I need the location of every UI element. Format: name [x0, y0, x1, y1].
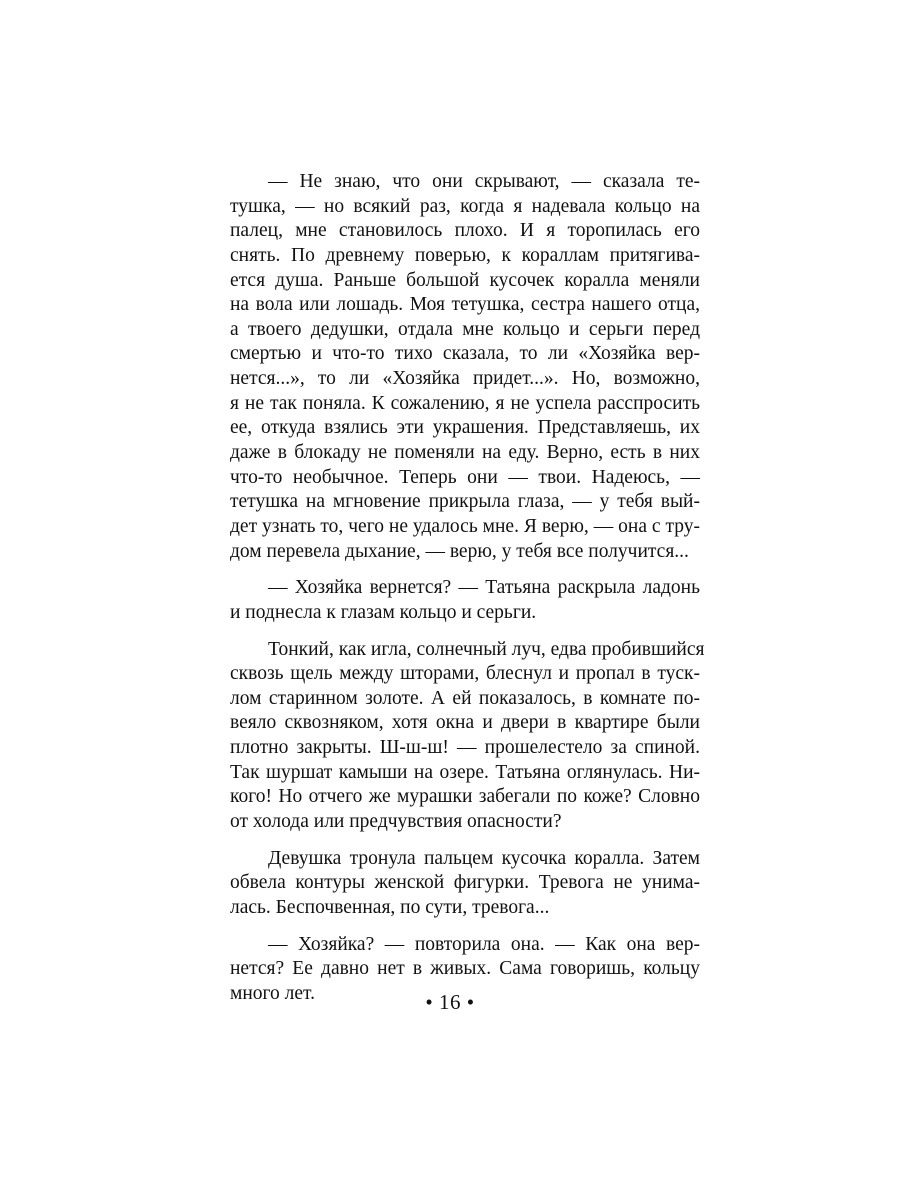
- text-line: Так шуршат камыши на озере. Татьяна оглянулась. Ни-: [230, 761, 700, 783]
- text-line: ее, откуда взялись эти украшения. Представляешь, их: [230, 417, 700, 439]
- text-line: снять. По древнему поверью, к кораллам притягива-: [230, 244, 700, 266]
- text-line: на вола или лошадь. Моя тетушка, сестра нашего отца,: [230, 294, 700, 316]
- text-line: тетушка на мгновение прикрыла глаза, — у тебя вый-: [230, 491, 700, 513]
- text-line: Тонкий, как игла, солнечный луч, едва пробившийся: [268, 638, 705, 660]
- text-line: — Хозяйка? — повторила она. — Как она вер-: [268, 933, 700, 955]
- paragraph: [230, 638, 705, 835]
- paragraph-gap: [230, 835, 700, 847]
- text-line: а твоего дедушки, отдала мне кольцо и серьги перед: [230, 318, 700, 340]
- text-line: кого! Но отчего же мурашки забегали по коже? Словно: [230, 786, 700, 808]
- text-line: смертью и что-то тихо сказала, то ли «Хозяйка вер-: [230, 343, 700, 365]
- text-line: что-то необычное. Теперь они — твои. Надеюсь, —: [230, 466, 700, 488]
- paragraph: [230, 170, 700, 564]
- paragraph-gap: [230, 626, 700, 638]
- text-line: — Хозяйка вернется? — Татьяна раскрыла ладонь: [268, 577, 700, 599]
- text-line: палец, мне становилось плохо. И я торопилась его: [230, 220, 700, 242]
- paragraph-gap: [230, 921, 700, 933]
- paragraph-gap: [230, 564, 700, 576]
- text-line: обвела контуры женской фигурки. Тревога не унима-: [230, 872, 700, 894]
- paragraph: [230, 847, 700, 921]
- paragraph: [230, 576, 700, 625]
- text-line: Девушка тронула пальцем кусочка коралла. Затем: [268, 847, 700, 869]
- page-number: • 16 •: [425, 990, 475, 1014]
- text-line: нется? Ее давно нет в живых. Сама говоришь, кольцу: [230, 958, 700, 980]
- text-line: дет узнать то, чего не удалось мне. Я верю, — она с тру-: [230, 515, 700, 537]
- text-line: нется...», то ли «Хозяйка придет...». Но, возможно,: [230, 368, 700, 390]
- text-line: — Не знаю, что они скрывают, — сказала те-: [268, 171, 700, 192]
- text-line: даже в блокаду не поменяли на еду. Верно, есть в них: [230, 442, 700, 464]
- text-line: лом старинном золоте. А ей показалось, в комнате по-: [230, 687, 700, 709]
- text-line: дом перевела дыхание, — верю, у тебя все получится...: [230, 540, 689, 562]
- text-line: лась. Беспочвенная, по сути, тревога...: [230, 896, 550, 918]
- text-line: много лет.: [230, 982, 315, 1004]
- text-line: и поднесла к глазам кольцо и серьги.: [230, 601, 537, 623]
- text-line: плотно закрыты. Ш-ш-ш! — прошелестело за спиной.: [230, 737, 700, 759]
- text-line: тушка, — но всякий раз, когда я надевала кольцо на: [230, 195, 700, 217]
- text-line: я не так поняла. К сожалению, я не успела расспросить: [230, 392, 700, 414]
- text-line: ется душа. Раньше большой кусочек коралла меняли: [230, 269, 700, 291]
- text-line: веяло сквозняком, хотя окна и двери в квартире были: [230, 712, 700, 734]
- text-line: от холода или предчувствия опасности?: [230, 811, 562, 833]
- body-text: [230, 170, 705, 1007]
- text-line: сквозь щель между шторами, блеснул и пропал в туск-: [230, 663, 700, 685]
